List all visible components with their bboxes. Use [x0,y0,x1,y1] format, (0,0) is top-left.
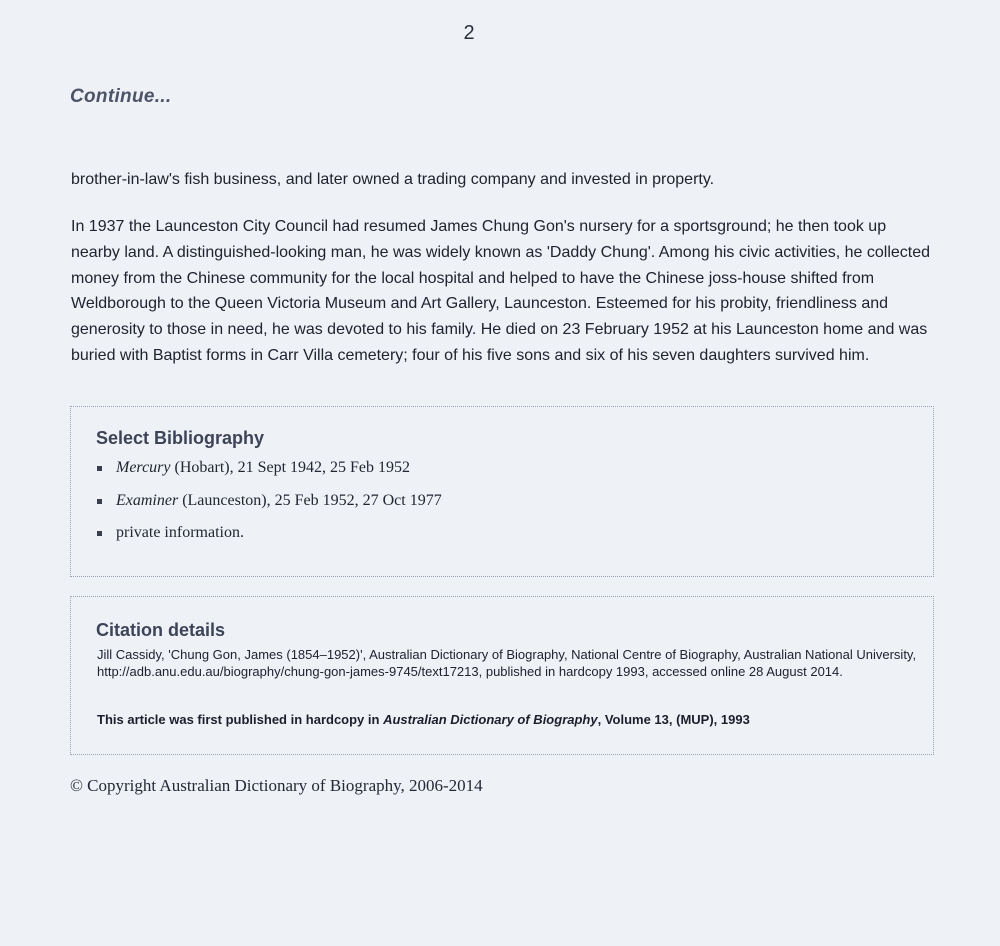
bibliography-list [97,456,442,554]
publication-title: Mercury [116,459,171,476]
square-bullet-icon [97,466,102,471]
publication-detail: (Launceston), 25 Feb 1952, 27 Oct 1977 [182,491,442,509]
body-paragraph: brother-in-law's fish business, and later owned a trading company and invested in property. [71,171,715,188]
publication-detail: (Hobart), 21 Sept 1942, 25 Feb 1952 [174,459,411,476]
first-published-note [97,712,750,727]
bibliography-item [97,521,442,554]
square-bullet-icon [97,499,102,504]
publication-title: Examiner [116,491,179,509]
publication-detail: private information. [116,524,244,541]
citation-box [70,596,934,755]
body-paragraph: In 1937 the Launceston City Council had resumed James Chung Gon's nursery for a sportsground; he then took up nearby land. A distinguished-looking man, he was widely known as 'Daddy Chung'. Among his civic activities, he collected money from the Chinese community for the local hospital and helped to have the Chinese joss-house shifted from Weldborough to the Queen Victoria Museum and Art Gallery, Launceston. Esteemed for his probity, friendliness and generosity to those in need, he was devoted to his family. He died on 23 February 1952 at his Launceston home and was buried with Baptist forms in Carr Villa cemetery; four of his five sons and six of his seven daughters survived him. [71,218,931,364]
continue-label: Continue... [70,86,172,107]
first-published-prefix: This article was first published in hardcopy in [97,712,384,727]
bibliography-title: Select Bibliography [96,428,265,448]
citation-title: Citation details [96,620,226,640]
first-published-suffix: , Volume 13, (MUP), 1993 [597,712,750,727]
citation-text: Jill Cassidy, 'Chung Gon, James (1854–1952)', Australian Dictionary of Biography, National Centre of Biography, Australian National University, http://adb.anu.edu.au/biography/chung-gon-james-9745/text17213, published in hardcopy 1993, accessed online 28 August 2014. [97,647,917,679]
first-published-title: Australian Dictionary of Biography [383,712,598,727]
bibliography-item [97,456,442,489]
square-bullet-icon [97,531,102,536]
copyright-notice: © Copyright Australian Dictionary of Biography, 2006-2014 [70,776,483,795]
page-number: 2 [463,22,475,44]
bibliography-item [97,489,442,522]
bibliography-box [70,406,934,577]
